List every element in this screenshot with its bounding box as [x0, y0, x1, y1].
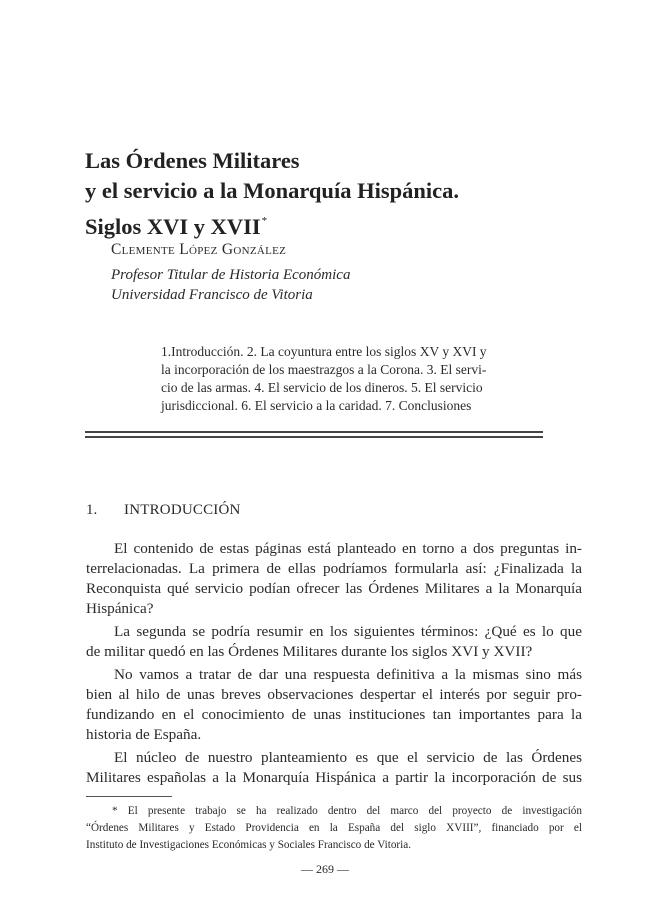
author-name: Clemente López González — [111, 241, 287, 258]
page-number: — 269 — — [301, 862, 349, 876]
divider-rule-top — [85, 431, 543, 433]
body-line: La segunda se podría resumir en los siguientes términos: ¿Qué es lo que — [114, 623, 582, 640]
footnote-line: * El presente trabajo se ha realizado dentro del marco del proyecto de investigación — [112, 805, 582, 817]
body-line: El contenido de estas páginas está planteado en torno a dos preguntas in- — [114, 540, 582, 557]
divider-rule-bottom — [85, 436, 543, 438]
abstract-line: cio de las armas. 4. El servicio de los dineros. 5. El servicio — [161, 380, 483, 395]
body-line: Reconquista qué servicio podían ofrecer las Órdenes Militares a la Monarquía — [86, 580, 582, 597]
abstract-contents — [161, 343, 509, 415]
body-line: Hispánica? — [86, 600, 154, 617]
title-line-1: Las Órdenes Militares — [85, 148, 300, 173]
footnote-line: “Órdenes Militares y Estado Providencia en la España del siglo XVIII”, financiado por el — [86, 822, 582, 834]
body-line: El núcleo de nuestro planteamiento es que el servicio de las Órdenes — [114, 749, 582, 766]
abstract-line: la incorporación de los maestrazgos a la Corona. 3. El servi- — [161, 362, 487, 377]
title-line-3-text: Siglos XVI y XVII — [85, 214, 261, 239]
body-line: de militar quedó en las Órdenes Militares durante los siglos XVI y XVII? — [86, 643, 533, 660]
title-footnote-marker[interactable]: * — [261, 215, 268, 227]
body-line: bien al hilo de unas breves observaciones despertar el interés por seguir pro- — [86, 686, 582, 703]
abstract-line: jurisdiccional. 6. El servicio a la caridad. 7. Conclusiones — [161, 398, 472, 413]
section-title: INTRODUCCIÓN — [124, 502, 241, 518]
body-line: historia de España. — [86, 726, 202, 743]
author-institution: Universidad Francisco de Vitoria — [111, 287, 313, 303]
footnote-line: Instituto de Investigaciones Económicas y Sociales Francisco de Vitoria. — [86, 839, 412, 851]
abstract-line: 1.Introducción. 2. La coyuntura entre los siglos XV y XVI y — [161, 344, 487, 359]
article-title — [85, 146, 459, 242]
title-line-3 — [85, 206, 459, 242]
body-line: No vamos a tratar de dar una respuesta definitiva a la mismas sino más — [114, 666, 582, 683]
title-line-2: y el servicio a la Monarquía Hispánica. — [85, 178, 459, 203]
body-line: Militares españolas a la Monarquía Hispánica a partir la incorporación de sus — [86, 769, 582, 786]
author-position: Profesor Titular de Historia Económica — [111, 267, 351, 283]
body-line: fundizando en el conocimiento de unas instituciones tan importantes para la — [86, 706, 582, 723]
section-number: 1. — [86, 502, 98, 518]
body-line: terrelacionadas. La primera de ellas podríamos formularla así: ¿Finalizada la — [86, 560, 582, 577]
footnote-rule — [86, 796, 172, 797]
